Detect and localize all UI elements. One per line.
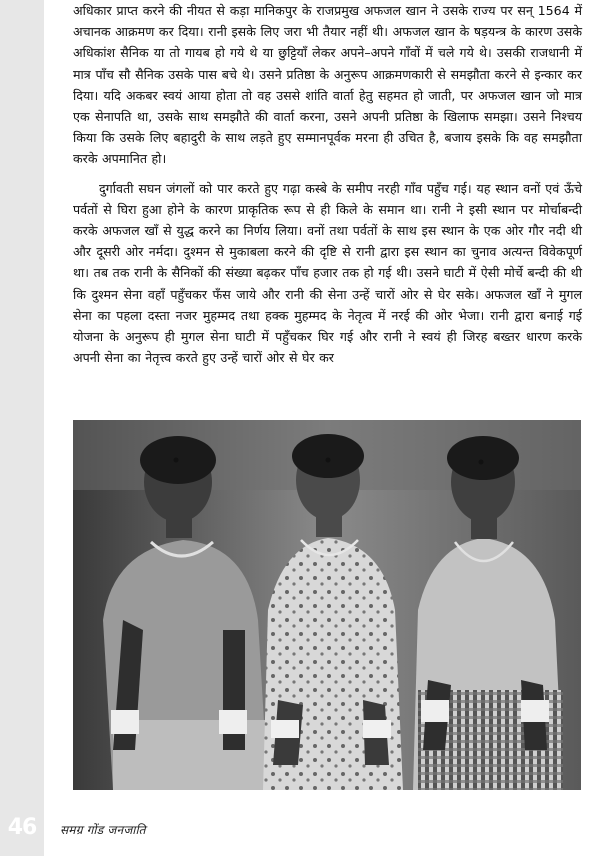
paragraph-1: अधिकार प्राप्त करने की नीयत से कड़ा मानिकपुर के राजप्रमुख अफजल खान ने उसके राज्य पर सन् 1564 में अचानक आक्रमण कर दिया। रानी इसके लिए जरा भी तैयार नहीं थी। अफजल खान के षड़यन्त्र के कारण उसके अधिकांश सैनिक या तो गायब हो गये थे या छुट्टियाँ लेकर अपने–अपने गाँवों में चले गये थे। उसकी राजधानी में मात्र पाँच सौ सैनिक उसके पास बचे थे। उसने प्रतिष्ठा के अनुरूप आक्रमणकारी से समझौता करने से इन्कार कर दिया। यदि अकबर स्वयं आया होता तो वह उससे शांति वार्ता हेतु सहमत हो जाती, पर अफजल खान जो मात्र एक सेनापति था, उसके साथ समझौते की वार्ता करना, उसने अपनी प्रतिष्ठा के खिलाफ समझा। उसने निश्चय किया कि उसके लिए बहादुरी के साथ लड़ते हुए सम्मानपूर्वक मरना ही उचित है, बजाय इसके कि वह समझौता करके अपमानित हो। (73, 3, 582, 167)
body-text (73, 0, 582, 368)
photograph-three-women (73, 420, 581, 790)
page-margin-strip (0, 0, 44, 856)
photograph-illustration (73, 420, 581, 790)
book-title: समग्र गोंड जनजाति (60, 823, 146, 837)
page-number: 46 (7, 815, 37, 840)
paragraph-2: दुर्गावती सघन जंगलों को पार करते हुए गढ़ा कस्बे के समीप नरही गाँव पहुँच गई। यह स्थान वनों एवं ऊँचे पर्वतों से घिरा हुआ होने के कारण प्राकृतिक रूप से ही किले के समान था। रानी ने इसी स्थान पर मोर्चाबन्दी करके अफजल खाँ से युद्ध करने का निर्णय लिया। वनों तथा पर्वतों के साथ इस स्थान के एक ओर गौर नदी थी और दूसरी ओर नर्मदा। दुश्मन से मुकाबला करने की दृष्टि से रानी द्वारा इस स्थान का चुनाव अत्यन्त विवेकपूर्ण था। तब तक रानी के सैनिकों की संख्या बढ़कर पाँच हजार तक हो गई थी। उसने घाटी में ऐसी मोर्चे बन्दी की थी कि दुश्मन सेना वहाँ पहुँचकर फँस जाये और रानी की सेना उन्हें चारों ओर से घेर सके। अफजल खाँ ने मुगल सेना का पहला दस्ता नजर मुहम्मद तथा हक्क मुहम्मद के नेतृत्व में नरई की ओर भेजा। रानी द्वारा बनाई गई योजना के अनुरूप ही मुगल सेना घाटी में पहुँचकर घिर गई और रानी ने स्वयं ही जिरह बख्तर धारण करके अपनी सेना का नेतृत्त्व करते हुए उन्हें चारों ओर से घेर कर (73, 180, 582, 366)
